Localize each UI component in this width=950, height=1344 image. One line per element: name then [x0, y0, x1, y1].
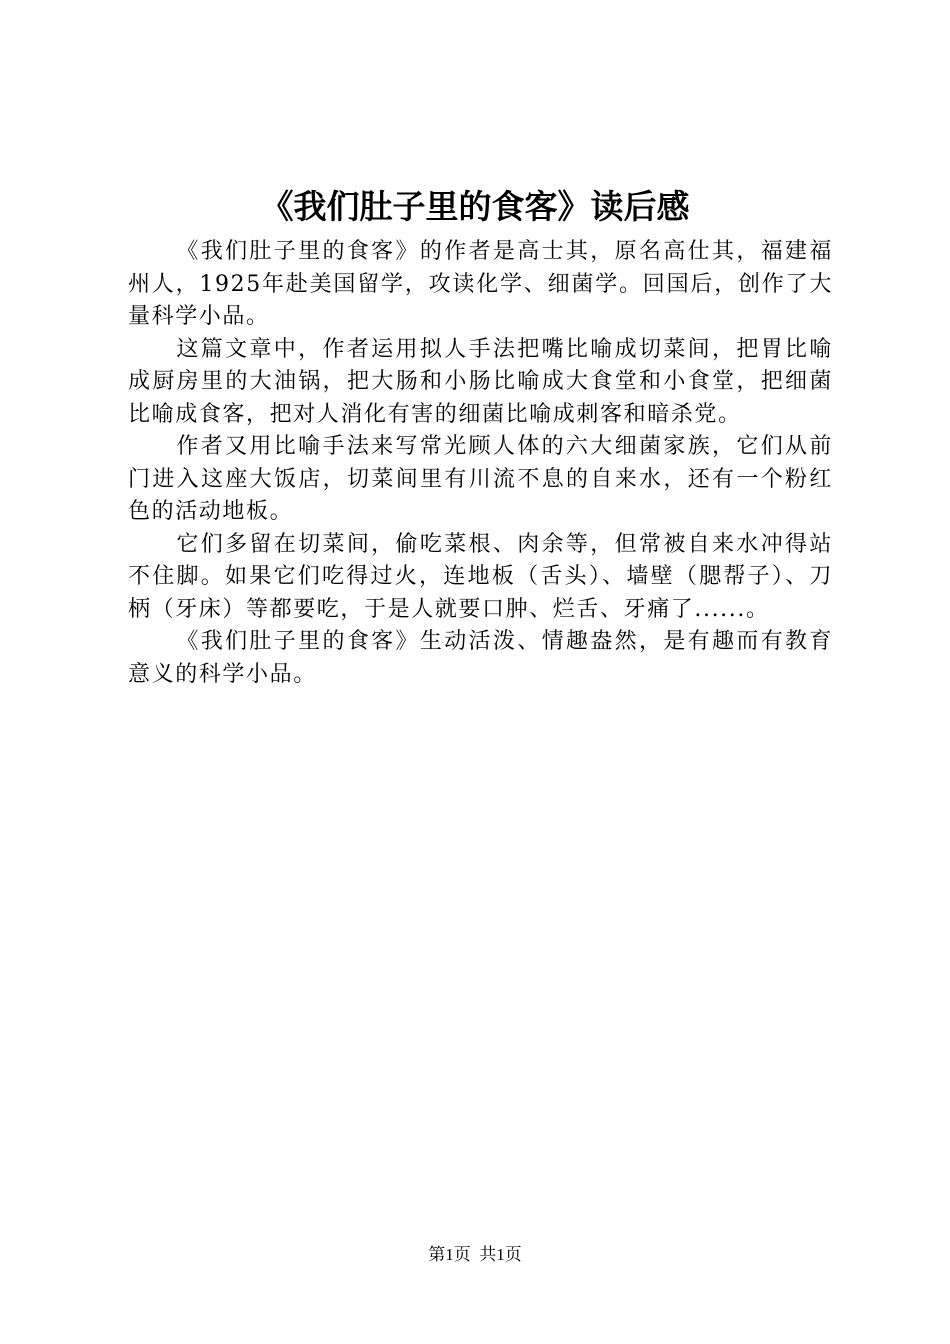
footer-separator	[471, 1245, 480, 1264]
page-total: 共1页	[479, 1245, 522, 1264]
paragraph: 《我们肚子里的食客》生动活泼、情趣盎然，是有趣而有教育意义的科学小品。	[128, 629, 833, 687]
document-body	[128, 236, 833, 691]
paragraph: 《我们肚子里的食客》的作者是高士其，原名高仕其，福建福州人，1925年赴美国留学，攻读化学、细菌学。回国后，创作了大量科学小品。	[128, 239, 833, 329]
paragraph: 这篇文章中，作者运用拟人手法把嘴比喻成切菜间，把胃比喻成厨房里的大油锅，把大肠和小肠比喻成大食堂和小食堂，把细菌比喻成食客，把对人消化有害的细菌比喻成刺客和暗杀党。	[128, 336, 833, 427]
paragraph: 它们多留在切菜间，偷吃菜根、肉余等，但常被自来水冲得站不住脚。如果它们吃得过火，连地板（舌头）、墙壁（腮帮子）、刀柄（牙床）等都要吃，于是人就要口肿、烂舌、牙痛了......。	[128, 531, 833, 622]
page-footer	[0, 1242, 950, 1268]
page-number: 第1页	[428, 1245, 471, 1264]
paragraph: 作者又用比喻手法来写常光顾人体的六大细菌家族，它们从前门进入这座大饭店，切菜间里有川流不息的自来水，还有一个粉红色的活动地板。	[128, 434, 833, 524]
document-title: 《我们肚子里的食客》读后感	[260, 187, 690, 226]
